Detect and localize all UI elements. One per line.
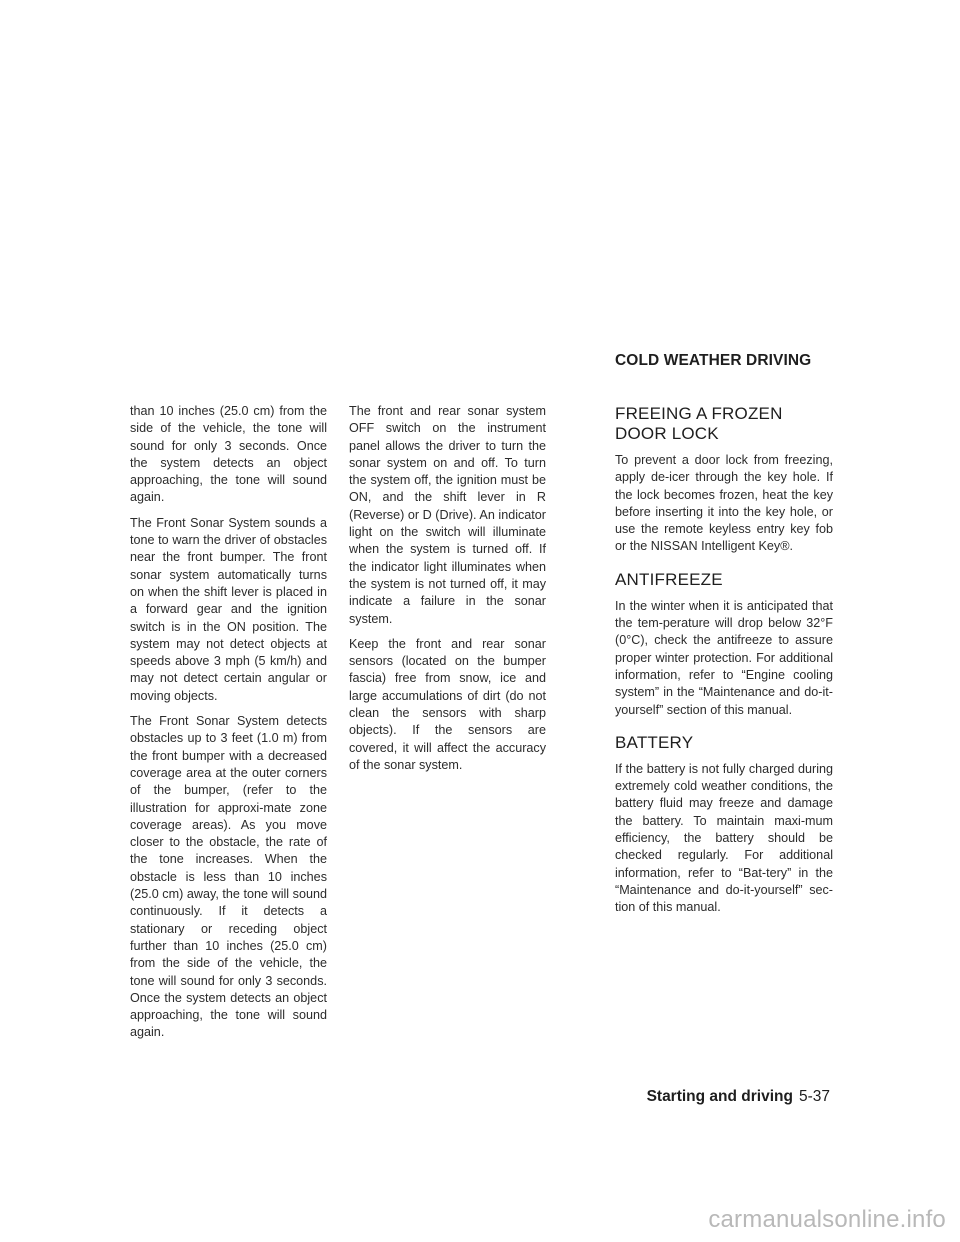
paragraph: Keep the front and rear sonar sensors (located on the bumper fascia) free from snow, ice and large accumulations of dirt (do not clean the sensors with sharp objects). If the sensors are covered, it will affect the accuracy of the sonar system. bbox=[349, 636, 546, 772]
page-number: 5-37 bbox=[798, 1088, 830, 1105]
subsection-heading-antifreeze: ANTIFREEZE bbox=[615, 569, 723, 589]
middle-text-column bbox=[349, 403, 546, 782]
left-text-column bbox=[130, 403, 327, 1050]
paragraph: The front and rear sonar system OFF switch on the instrument panel allows the driver to turn the sonar system on and off. To turn the system off, the ignition must be ON, and the shift lever in R (Reverse) or D (Drive). An indicator light on the switch will illuminate when the system is turned off. If the indicator light illuminates when the system is not turned off, it may indicate a failure in the sonar system. bbox=[349, 404, 546, 626]
section-title: COLD WEATHER DRIVING bbox=[615, 352, 812, 369]
page-footer bbox=[647, 1088, 830, 1106]
subsection-heading-frozen-door-lock: FREEING A FROZEN DOOR LOCK bbox=[615, 404, 783, 443]
paragraph: than 10 inches (25.0 cm) from the side of the vehicle, the tone will sound for only 3 seconds. Once the system detects an object approaching, the tone will sound again. bbox=[130, 404, 327, 505]
paragraph: The Front Sonar System detects obstacles up to 3 feet (1.0 m) from the front bumper with a decreased coverage area at the outer corners of the bumper, (refer to the illustration for approxi-mate zone coverage areas). As you move closer to the obstacle, the rate of the tone increases. When the obstacle is less than 10 inches (25.0 cm) away, the tone will sound continuously. If it detects a stationary or receding object further than 10 inches (25.0 cm) from the side of the vehicle, the tone will sound for only 3 seconds. Once the system detects an object approaching, the tone will sound again. bbox=[130, 714, 327, 1040]
watermark: carmanualsonline.info bbox=[708, 1206, 946, 1233]
footer-section-name: Starting and driving bbox=[646, 1088, 793, 1105]
paragraph: To prevent a door lock from freezing, apply de-icer through the key hole. If the lock becomes frozen, heat the key before inserting it into the key hole, or use the remote keyless entry key fob or the NISSAN Intelligent Key®. bbox=[615, 453, 833, 554]
subsection-heading-battery: BATTERY bbox=[615, 732, 694, 752]
paragraph: The Front Sonar System sounds a tone to warn the driver of obstacles near the front bumper. The front sonar system automatically turns on when the shift lever is placed in a forward gear and the ignition switch is in the ON position. The system may not detect objects at speeds above 3 mph (5 km/h) and may not detect certain angular or moving objects. bbox=[130, 515, 327, 703]
paragraph: In the winter when it is anticipated that the tem-perature will drop below 32°F (0°C), check the antifreeze to assure proper winter protection. For additional information, refer to “Engine cooling system” in the “Maintenance and do-it-yourself” section of this manual. bbox=[615, 598, 833, 717]
paragraph: If the battery is not fully charged during extremely cold weather conditions, the battery fluid may freeze and damage the battery. To maintain maxi-mum efficiency, the battery should be checked regularly. For additional information, refer to “Bat-tery” in the “Maintenance and do-it-yourself” sec-tion of this manual. bbox=[615, 761, 833, 915]
right-text-column bbox=[615, 404, 833, 931]
